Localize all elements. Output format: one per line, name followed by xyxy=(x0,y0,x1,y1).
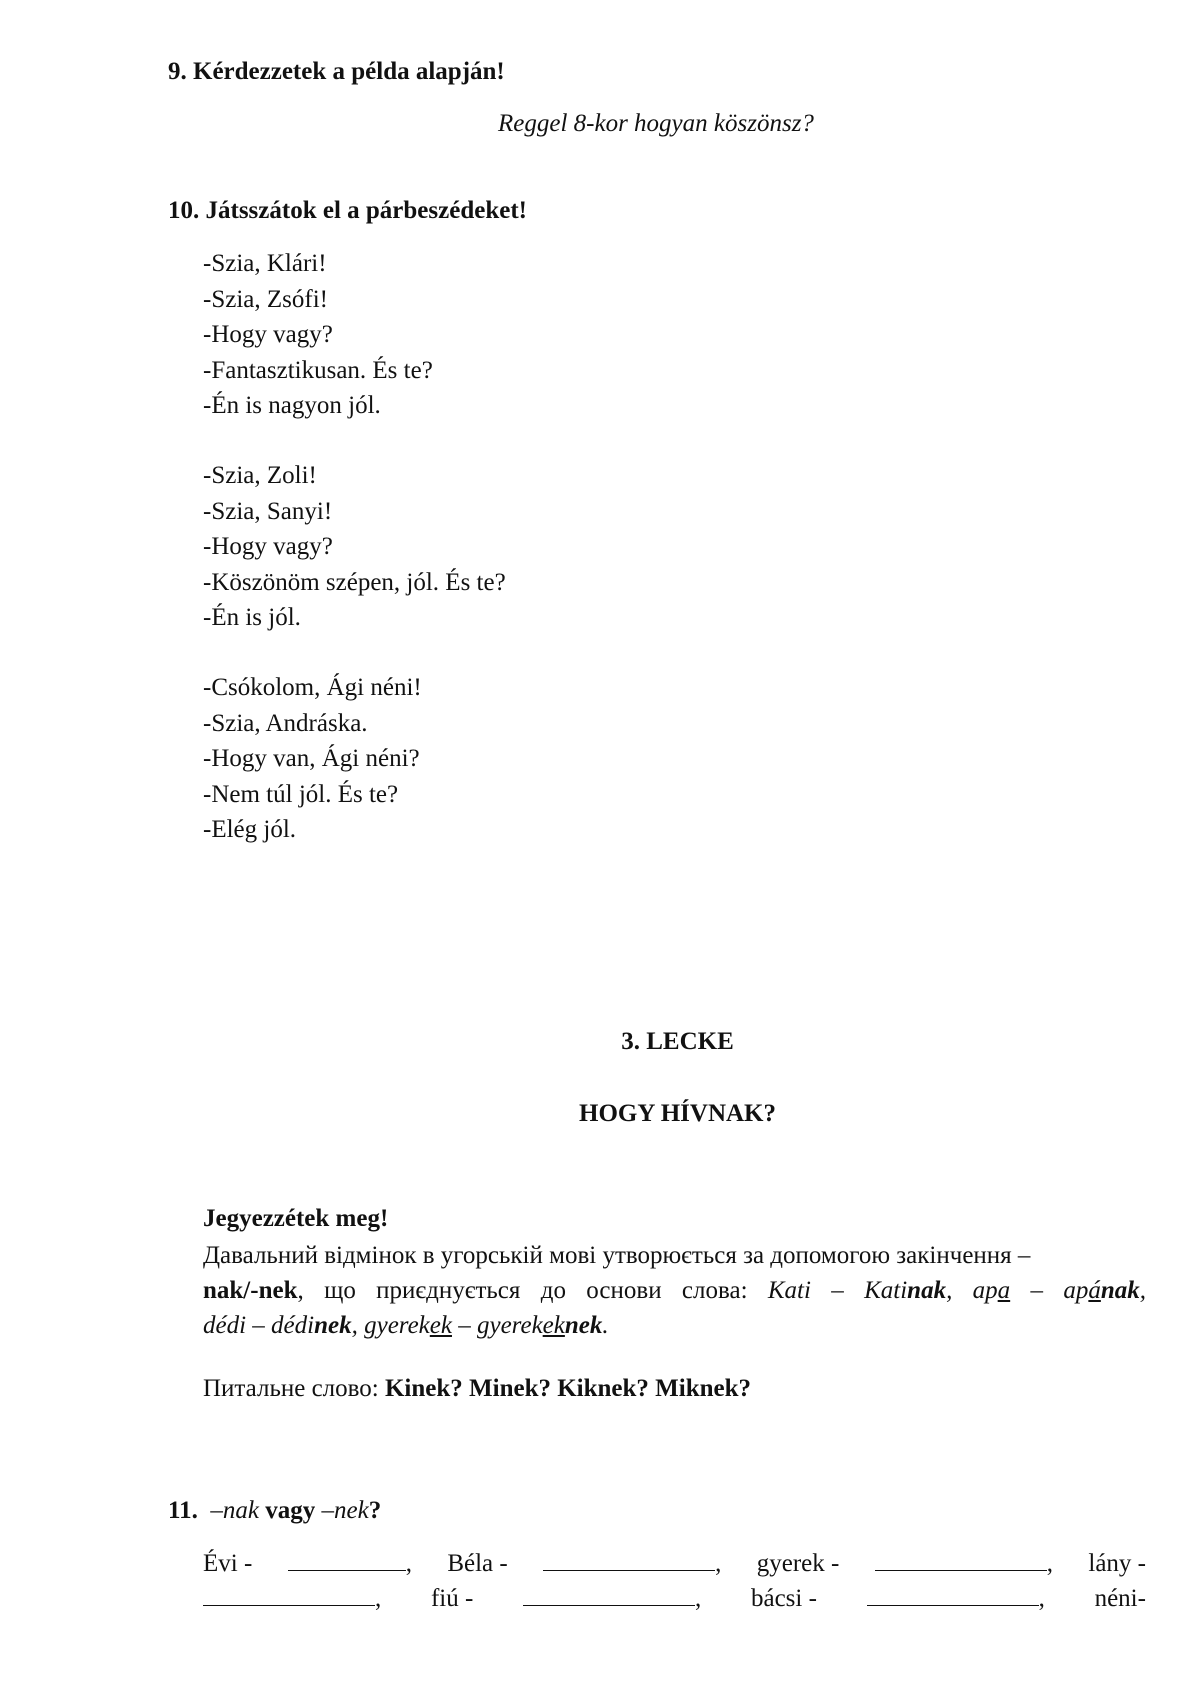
dialogue-2 xyxy=(203,458,506,636)
exercise-9-example: Reggel 8-kor hogyan köszönsz? xyxy=(498,110,814,137)
dialogue-line: -Fantasztikusan. És te? xyxy=(203,356,433,384)
dialogue-1 xyxy=(203,246,433,424)
dialogue-line: -Szia, Klári! xyxy=(203,250,327,277)
note-text: , що приєднується до основи слова: xyxy=(297,1277,748,1304)
dialogue-line: -Szia, Sanyi! xyxy=(203,497,333,525)
word-gyerek: gyerek - xyxy=(756,1550,840,1577)
lesson-number: 3. LECKE xyxy=(621,1028,734,1055)
example-gyerekek: gyerekek – gyerekeknek. xyxy=(364,1312,609,1339)
note-text: Давальний відмінок в угорській мові утворюється за допомогою закінчення – xyxy=(203,1242,1031,1269)
exercise-9-heading: 9. Kérdezzetek a példa alapján! xyxy=(168,58,505,85)
answer-blank[interactable]: , xyxy=(523,1585,701,1613)
answer-blank[interactable]: , xyxy=(867,1585,1045,1613)
dialogue-line: -Köszönöm szépen, jól. És te? xyxy=(203,568,506,596)
example-kati: Kati – Katinak, xyxy=(767,1277,953,1304)
answer-blank[interactable]: , xyxy=(543,1550,721,1578)
dialogue-line: -Szia, Zsófi! xyxy=(203,285,328,313)
word-evi: Évi - xyxy=(203,1550,253,1577)
word-bacsi: bácsi - xyxy=(750,1585,817,1612)
dialogue-line: -Hogy vagy? xyxy=(203,321,333,348)
dialogue-line: -Elég jól. xyxy=(203,816,297,843)
dialogue-line: -Nem túl jól. És te? xyxy=(203,780,399,808)
note-heading: Jegyezzétek meg! xyxy=(203,1205,389,1232)
exercise-11-row-2 xyxy=(203,1585,1146,1613)
lesson-title: HOGY HÍVNAK? xyxy=(579,1100,776,1127)
dialogue-line: -Hogy vagy? xyxy=(203,533,333,560)
question-words: Kinek? Minek? Kiknek? Miknek? xyxy=(384,1375,752,1402)
dialogue-line: -Csókolom, Ági néni! xyxy=(203,674,422,701)
answer-blank[interactable]: , xyxy=(203,1585,381,1613)
suffix: nak/-nek xyxy=(203,1277,298,1304)
note-line-1 xyxy=(203,1238,1146,1273)
example-apa: apa – apának, xyxy=(972,1277,1147,1304)
word-fiu: fiú - xyxy=(430,1585,474,1612)
dialogue-line: -Én is nagyon jól. xyxy=(203,392,381,419)
word-lany: lány - xyxy=(1088,1550,1146,1577)
question-words-line xyxy=(203,1375,751,1403)
answer-blank[interactable]: , xyxy=(875,1550,1053,1578)
exercise-11-heading: 11. –nak vagy –nek? xyxy=(168,1497,382,1524)
note-line-2 xyxy=(203,1273,1146,1308)
question-label: Питальне слово: xyxy=(203,1375,379,1402)
note-line-3 xyxy=(203,1308,1146,1343)
example-dedi: dédi – dédinek, xyxy=(203,1312,358,1339)
dialogue-line: -Szia, Andráska. xyxy=(203,709,368,737)
exercise-10-heading: 10. Játsszátok el a párbeszédeket! xyxy=(168,197,527,224)
dialogue-3 xyxy=(203,670,422,848)
word-bela: Béla - xyxy=(447,1550,508,1577)
answer-blank[interactable]: , xyxy=(288,1550,412,1578)
dialogue-line: -Hogy van, Ági néni? xyxy=(203,745,420,772)
word-neni: néni- xyxy=(1094,1585,1146,1612)
dialogue-line: -Szia, Zoli! xyxy=(203,462,317,489)
dialogue-line: -Én is jól. xyxy=(203,604,301,631)
note-paragraph xyxy=(203,1238,1146,1343)
exercise-11-row-1 xyxy=(203,1550,1146,1578)
